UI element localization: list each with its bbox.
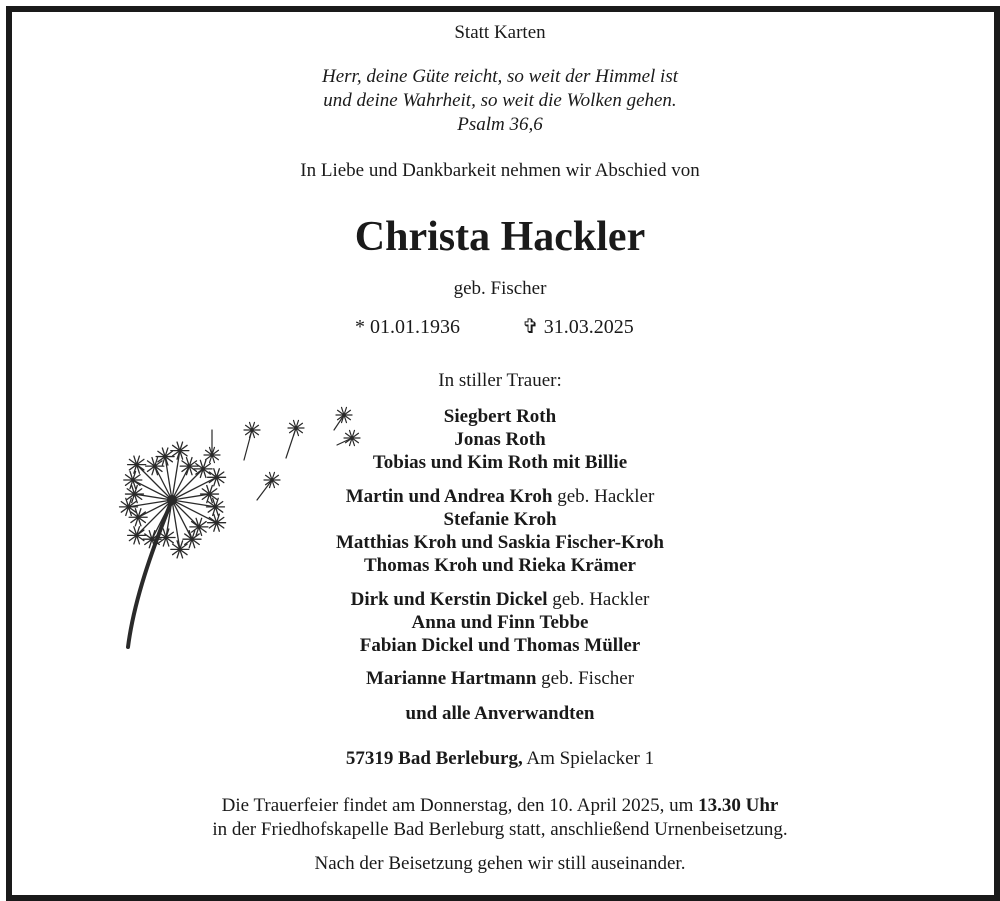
mourner-suffix: geb. Hackler: [557, 486, 655, 507]
mourner-suffix: geb. Hackler: [552, 589, 650, 610]
mourner-line: Siegbert Roth: [443, 406, 557, 427]
closing-line: Nach der Beisetzung gehen wir still auseinander.: [314, 853, 686, 874]
service-line-1: [0, 795, 1000, 817]
header-statt-karten: Statt Karten: [454, 22, 546, 43]
deceased-name: Christa Hackler: [354, 214, 646, 260]
intro-text: In Liebe und Dankbarkeit nehmen wir Abschied von: [300, 160, 700, 181]
mourner-line: Matthias Kroh und Saskia Fischer-Kroh: [336, 532, 664, 553]
service-time: 13.30 Uhr: [698, 795, 779, 816]
mourner-names: Marianne Hartmann: [365, 668, 537, 689]
mourner-line: Jonas Roth: [454, 429, 546, 450]
mourner-suffix: geb. Fischer: [541, 668, 635, 689]
death-date-group: [522, 315, 634, 339]
service-line-2: in der Friedhofskapelle Bad Berleburg statt, anschließend Urnenbeisetzung.: [212, 819, 788, 840]
dandelion-illustration: [112, 400, 382, 650]
address-street: Am Spielacker 1: [526, 748, 655, 769]
verse-line-2: und deine Wahrheit, so weit die Wolken gehen.: [323, 90, 677, 111]
mourner-line: Tobias und Kim Roth mit Billie: [372, 452, 628, 473]
address-city: 57319 Bad Berleburg,: [345, 748, 523, 769]
maiden-name: geb. Fischer: [453, 278, 547, 299]
mourner-names: Dirk und Kerstin Dickel: [350, 589, 548, 610]
verse-reference: Psalm 36,6: [457, 114, 543, 135]
birth-date: * 01.01.1936: [355, 316, 460, 338]
service-text: Die Trauerfeier findet am Donnerstag, den 10. April 2025, um: [221, 795, 694, 816]
mourning-heading: In stiller Trauer:: [438, 370, 562, 391]
death-date: 31.03.2025: [543, 316, 634, 338]
mourner-line: Fabian Dickel und Thomas Müller: [359, 635, 641, 656]
mourner-names: Martin und Andrea Kroh: [345, 486, 553, 507]
mourner-line: Stefanie Kroh: [443, 509, 557, 530]
verse-line-1: Herr, deine Güte reicht, so weit der Himmel ist: [321, 66, 679, 87]
relatives-line: und alle Anverwandten: [405, 703, 595, 724]
cross-icon: ✞: [522, 316, 539, 338]
mourner-line-with-suffix: [0, 668, 1000, 690]
mourner-line: Anna und Finn Tebbe: [411, 612, 589, 633]
address-line: [0, 748, 1000, 770]
mourner-line: Thomas Kroh und Rieka Krämer: [363, 555, 636, 576]
